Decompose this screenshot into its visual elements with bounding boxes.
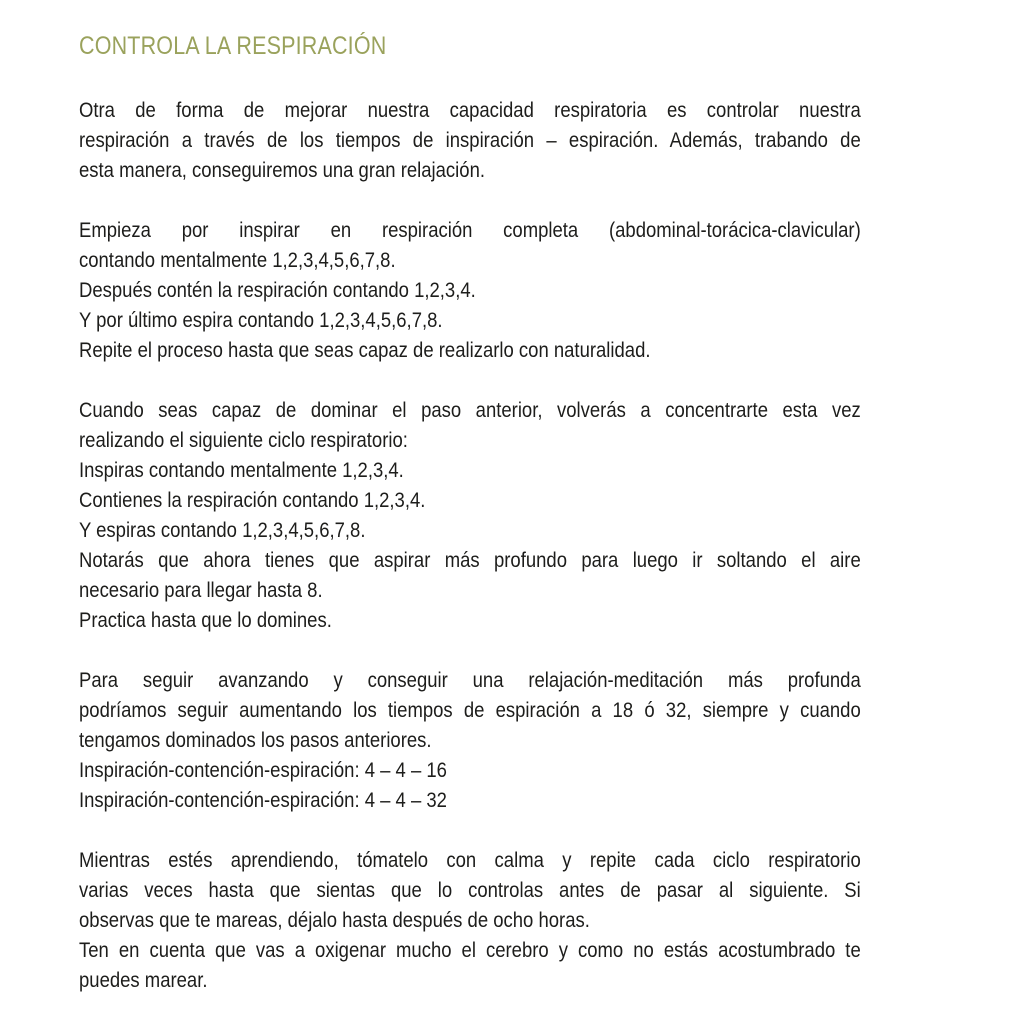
text-line: esta manera, conseguiremos una gran relajación. (79, 158, 485, 182)
text-line: Después contén la respiración contando 1,2,3,4. (79, 278, 476, 302)
text-line: podríamos seguir aumentando los tiempos de espiración a 18 ó 32, siempre y cuando (79, 698, 861, 722)
text-line: Otra de forma de mejorar nuestra capacidad respiratoria es controlar nuestra (79, 98, 861, 122)
text-line: Mientras estés aprendiendo, tómatelo con calma y repite cada ciclo respiratorio (79, 848, 861, 872)
text-line: Ten en cuenta que vas a oxigenar mucho el cerebro y como no estás acostumbrado te (79, 938, 861, 962)
text-line: Y por último espira contando 1,2,3,4,5,6,7,8. (79, 308, 443, 332)
text-line: Inspiras contando mentalmente 1,2,3,4. (79, 458, 404, 482)
text-line: observas que te mareas, déjalo hasta después de ocho horas. (79, 908, 590, 932)
text-line: Y espiras contando 1,2,3,4,5,6,7,8. (79, 518, 366, 542)
text-line: respiración a través de los tiempos de inspiración – espiración. Además, trabando de (79, 128, 861, 152)
paragraph-2 (79, 215, 861, 365)
paragraph-4 (79, 665, 861, 815)
text-line: realizando el siguiente ciclo respiratorio: (79, 428, 408, 452)
text-line: Empieza por inspirar en respiración completa (abdominal-torácica-clavicular) (79, 218, 861, 242)
text-line: Inspiración-contención-espiración: 4 – 4 – 16 (79, 758, 447, 782)
text-line: Practica hasta que lo domines. (79, 608, 332, 632)
document-page (79, 28, 861, 1025)
text-line: Para seguir avanzando y conseguir una relajación-meditación más profunda (79, 668, 861, 692)
body-text (79, 95, 861, 995)
text-line: tengamos dominados los pasos anteriores. (79, 728, 432, 752)
text-line: Repite el proceso hasta que seas capaz de realizarlo con naturalidad. (79, 338, 651, 362)
text-line: varias veces hasta que sientas que lo controlas antes de pasar al siguiente. Si (79, 878, 861, 902)
page-title: CONTROLA LA RESPIRACIÓN (79, 32, 387, 60)
text-line: Notarás que ahora tienes que aspirar más profundo para luego ir soltando el aire (79, 548, 861, 572)
text-line: Cuando seas capaz de dominar el paso anterior, volverás a concentrarte esta vez (79, 398, 861, 422)
text-line: contando mentalmente 1,2,3,4,5,6,7,8. (79, 248, 396, 272)
text-line: Contienes la respiración contando 1,2,3,4. (79, 488, 426, 512)
paragraph-3 (79, 395, 861, 635)
paragraph-1 (79, 95, 861, 185)
text-line: necesario para llegar hasta 8. (79, 578, 323, 602)
text-line: Inspiración-contención-espiración: 4 – 4 – 32 (79, 788, 447, 812)
paragraph-5 (79, 845, 861, 995)
text-line: puedes marear. (79, 968, 208, 992)
